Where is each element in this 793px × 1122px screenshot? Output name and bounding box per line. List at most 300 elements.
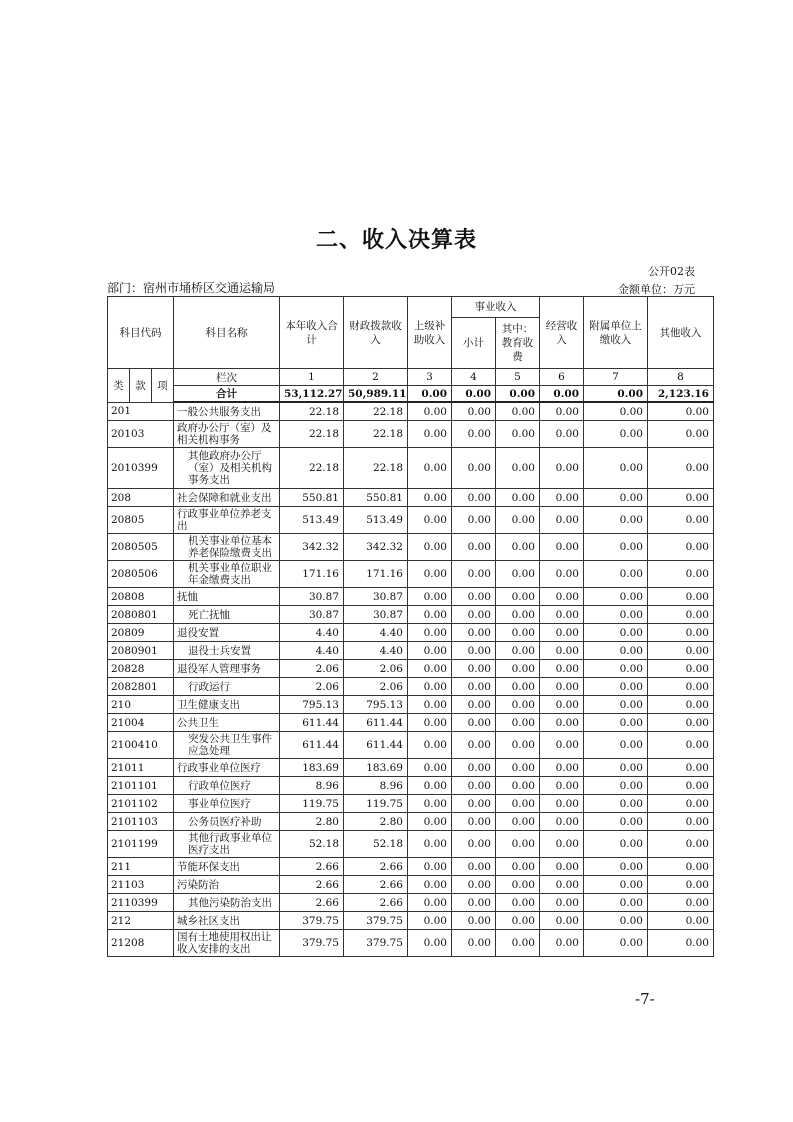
amount-cell: 0.00 [496, 795, 540, 813]
amount-cell: 513.49 [344, 507, 408, 534]
subject-name: 其他行政事业单位医疗支出 [174, 831, 280, 858]
subject-code: 20805 [108, 507, 174, 534]
subject-code: 20809 [108, 624, 174, 642]
amount-cell: 0.00 [496, 813, 540, 831]
amount-cell: 0.00 [584, 795, 648, 813]
amount-cell: 0.00 [452, 858, 496, 876]
amount-cell: 0.00 [584, 930, 648, 957]
table-row [108, 894, 714, 912]
table-row [108, 421, 714, 448]
amount-cell: 0.00 [496, 642, 540, 660]
amount-cell: 22.18 [344, 448, 408, 489]
amount-cell: 0.00 [496, 624, 540, 642]
amount-unit-label: 金额单位：万元 [618, 283, 695, 296]
amount-cell: 0.00 [648, 777, 714, 795]
subject-code: 2110399 [108, 894, 174, 912]
amount-cell: 0.00 [452, 421, 496, 448]
amount-cell: 0.00 [648, 732, 714, 759]
amount-cell: 2.06 [344, 678, 408, 696]
amount-cell: 0.00 [408, 624, 452, 642]
amount-cell: 0.00 [496, 421, 540, 448]
header-lanci: 栏次 [174, 369, 280, 386]
amount-cell: 183.69 [344, 759, 408, 777]
amount-cell: 0.00 [540, 507, 584, 534]
amount-cell: 0.00 [584, 696, 648, 714]
amount-cell: 0.00 [648, 489, 714, 507]
column-number: 6 [540, 369, 584, 386]
amount-cell: 0.00 [648, 876, 714, 894]
amount-cell: 30.87 [344, 588, 408, 606]
amount-cell: 0.00 [408, 732, 452, 759]
header-col7: 附属单位上缴收入 [584, 297, 648, 369]
amount-cell: 0.00 [648, 894, 714, 912]
amount-cell: 0.00 [452, 759, 496, 777]
header-col3: 上级补助收入 [408, 297, 452, 369]
amount-cell: 0.00 [452, 678, 496, 696]
subject-code: 2101103 [108, 813, 174, 831]
amount-cell: 0.00 [452, 813, 496, 831]
amount-cell: 0.00 [648, 678, 714, 696]
subject-name: 社会保障和就业支出 [174, 489, 280, 507]
amount-cell: 0.00 [584, 714, 648, 732]
amount-cell: 0.00 [496, 507, 540, 534]
amount-cell: 0.00 [648, 759, 714, 777]
table-row [108, 813, 714, 831]
subject-name: 公务员医疗补助 [174, 813, 280, 831]
subject-code: 2101102 [108, 795, 174, 813]
amount-cell: 0.00 [584, 588, 648, 606]
amount-cell: 0.00 [452, 930, 496, 957]
amount-cell: 0.00 [648, 831, 714, 858]
amount-cell: 0.00 [452, 606, 496, 624]
amount-cell: 0.00 [584, 624, 648, 642]
table-row [108, 876, 714, 894]
amount-cell: 0.00 [496, 759, 540, 777]
column-number: 7 [584, 369, 648, 386]
amount-cell: 379.75 [280, 912, 344, 930]
total-cell: 0.00 [452, 386, 496, 403]
subject-name: 节能环保支出 [174, 858, 280, 876]
amount-cell: 0.00 [452, 777, 496, 795]
amount-cell: 119.75 [280, 795, 344, 813]
amount-cell: 22.18 [344, 402, 408, 421]
table-row [108, 732, 714, 759]
amount-cell: 0.00 [648, 421, 714, 448]
amount-cell: 0.00 [408, 894, 452, 912]
amount-cell: 0.00 [496, 777, 540, 795]
amount-cell: 52.18 [344, 831, 408, 858]
table-row [108, 660, 714, 678]
amount-cell: 0.00 [452, 795, 496, 813]
amount-cell: 0.00 [540, 696, 584, 714]
amount-cell: 30.87 [280, 588, 344, 606]
subject-code: 210 [108, 696, 174, 714]
amount-cell: 0.00 [496, 606, 540, 624]
amount-cell: 4.40 [280, 624, 344, 642]
amount-cell: 0.00 [408, 930, 452, 957]
amount-cell: 0.00 [408, 759, 452, 777]
subject-name: 政府办公厅（室）及相关机构事务 [174, 421, 280, 448]
amount-cell: 0.00 [452, 912, 496, 930]
subject-name: 退役安置 [174, 624, 280, 642]
subject-code: 2010399 [108, 448, 174, 489]
amount-cell: 8.96 [280, 777, 344, 795]
amount-cell: 0.00 [648, 402, 714, 421]
amount-cell: 550.81 [280, 489, 344, 507]
total-cell: 53,112.27 [280, 386, 344, 403]
amount-cell: 0.00 [584, 421, 648, 448]
amount-cell: 0.00 [540, 759, 584, 777]
table-row [108, 714, 714, 732]
amount-cell: 0.00 [540, 714, 584, 732]
amount-cell: 22.18 [344, 421, 408, 448]
amount-cell: 0.00 [540, 858, 584, 876]
amount-cell: 0.00 [496, 402, 540, 421]
amount-cell: 0.00 [408, 813, 452, 831]
amount-cell: 0.00 [540, 642, 584, 660]
amount-cell: 0.00 [408, 777, 452, 795]
amount-cell: 2.66 [344, 894, 408, 912]
amount-cell: 0.00 [540, 876, 584, 894]
amount-cell: 0.00 [540, 561, 584, 588]
amount-cell: 0.00 [496, 448, 540, 489]
amount-cell: 0.00 [648, 660, 714, 678]
amount-cell: 0.00 [540, 831, 584, 858]
amount-cell: 0.00 [408, 421, 452, 448]
amount-cell: 611.44 [280, 732, 344, 759]
amount-cell: 22.18 [280, 402, 344, 421]
amount-cell: 0.00 [648, 606, 714, 624]
subject-name: 公共卫生 [174, 714, 280, 732]
table-row [108, 561, 714, 588]
total-cell: 2,123.16 [648, 386, 714, 403]
department-label: 部门：宿州市埇桥区交通运输局 [107, 281, 276, 295]
amount-cell: 0.00 [648, 795, 714, 813]
amount-cell: 0.00 [408, 402, 452, 421]
subject-code: 2082801 [108, 678, 174, 696]
amount-cell: 0.00 [648, 642, 714, 660]
column-number: 2 [344, 369, 408, 386]
subject-name: 事业单位医疗 [174, 795, 280, 813]
amount-cell: 0.00 [452, 732, 496, 759]
amount-cell: 0.00 [648, 624, 714, 642]
amount-cell: 0.00 [648, 930, 714, 957]
amount-cell: 0.00 [408, 858, 452, 876]
amount-cell: 0.00 [540, 813, 584, 831]
amount-cell: 0.00 [584, 777, 648, 795]
amount-cell: 0.00 [584, 507, 648, 534]
header-col2: 财政拨款收入 [344, 297, 408, 369]
amount-cell: 611.44 [344, 732, 408, 759]
amount-cell: 52.18 [280, 831, 344, 858]
table-row [108, 930, 714, 957]
amount-cell: 0.00 [648, 561, 714, 588]
subject-name: 一般公共服务支出 [174, 402, 280, 421]
amount-cell: 0.00 [648, 714, 714, 732]
column-number: 5 [496, 369, 540, 386]
table-row [108, 912, 714, 930]
amount-cell: 0.00 [584, 448, 648, 489]
total-cell: 0.00 [408, 386, 452, 403]
amount-cell: 0.00 [452, 534, 496, 561]
amount-cell: 2.06 [344, 660, 408, 678]
amount-cell: 0.00 [408, 588, 452, 606]
table-row [108, 642, 714, 660]
amount-cell: 0.00 [648, 507, 714, 534]
column-number: 1 [280, 369, 344, 386]
subject-code: 21103 [108, 876, 174, 894]
amount-cell: 0.00 [584, 858, 648, 876]
subject-code: 201 [108, 402, 174, 421]
amount-cell: 2.66 [280, 876, 344, 894]
table-row [108, 448, 714, 489]
amount-cell: 0.00 [648, 858, 714, 876]
amount-cell: 0.00 [408, 660, 452, 678]
amount-cell: 0.00 [452, 588, 496, 606]
table-row [108, 624, 714, 642]
amount-cell: 0.00 [540, 795, 584, 813]
amount-cell: 0.00 [540, 489, 584, 507]
amount-cell: 183.69 [280, 759, 344, 777]
header-col1: 本年收入合计 [280, 297, 344, 369]
amount-cell: 0.00 [648, 448, 714, 489]
amount-cell: 795.13 [344, 696, 408, 714]
table-row [108, 759, 714, 777]
amount-cell: 0.00 [408, 678, 452, 696]
header-col6: 经营收入 [540, 297, 584, 369]
total-cell: 0.00 [540, 386, 584, 403]
table-row [108, 858, 714, 876]
subject-code: 2101101 [108, 777, 174, 795]
subject-name: 机关事业单位职业年金缴费支出 [174, 561, 280, 588]
amount-cell: 0.00 [452, 448, 496, 489]
subject-code: 211 [108, 858, 174, 876]
amount-cell: 0.00 [648, 912, 714, 930]
amount-cell: 0.00 [452, 624, 496, 642]
amount-cell: 0.00 [584, 642, 648, 660]
amount-cell: 0.00 [540, 678, 584, 696]
amount-cell: 0.00 [648, 534, 714, 561]
amount-cell: 0.00 [584, 813, 648, 831]
amount-cell: 0.00 [452, 642, 496, 660]
amount-cell: 0.00 [584, 606, 648, 624]
amount-cell: 0.00 [540, 912, 584, 930]
table-row [108, 696, 714, 714]
amount-cell: 0.00 [540, 894, 584, 912]
amount-cell: 0.00 [540, 930, 584, 957]
table-row [108, 534, 714, 561]
amount-cell: 0.00 [496, 732, 540, 759]
amount-cell: 0.00 [540, 421, 584, 448]
amount-cell: 0.00 [496, 660, 540, 678]
amount-cell: 0.00 [496, 858, 540, 876]
amount-cell: 611.44 [280, 714, 344, 732]
table-row [108, 831, 714, 858]
amount-cell: 0.00 [496, 678, 540, 696]
subject-name: 行政运行 [174, 678, 280, 696]
amount-cell: 22.18 [280, 421, 344, 448]
header-kuan: 款 [130, 369, 152, 403]
amount-cell: 0.00 [452, 507, 496, 534]
amount-cell: 0.00 [452, 561, 496, 588]
amount-cell: 0.00 [408, 831, 452, 858]
page-number: -7- [635, 990, 655, 1008]
subject-code: 20103 [108, 421, 174, 448]
amount-cell: 0.00 [584, 732, 648, 759]
column-number: 8 [648, 369, 714, 386]
report-title: 二、收入决算表 [315, 228, 477, 253]
amount-cell: 2.66 [344, 876, 408, 894]
amount-cell: 0.00 [408, 876, 452, 894]
amount-cell: 2.66 [280, 894, 344, 912]
column-number-row [108, 369, 714, 386]
amount-cell: 2.80 [344, 813, 408, 831]
header-business-income: 事业收入 [452, 297, 540, 318]
amount-cell: 0.00 [452, 696, 496, 714]
amount-cell: 0.00 [408, 696, 452, 714]
amount-cell: 0.00 [496, 876, 540, 894]
amount-cell: 0.00 [540, 448, 584, 489]
header-code: 科目代码 [108, 297, 174, 369]
subject-name: 其他污染防治支出 [174, 894, 280, 912]
amount-cell: 0.00 [540, 588, 584, 606]
amount-cell: 119.75 [344, 795, 408, 813]
amount-cell: 0.00 [452, 876, 496, 894]
amount-cell: 0.00 [408, 714, 452, 732]
amount-cell: 0.00 [584, 660, 648, 678]
subject-name: 机关事业单位基本养老保险缴费支出 [174, 534, 280, 561]
column-number: 3 [408, 369, 452, 386]
amount-cell: 379.75 [344, 912, 408, 930]
header-lei: 类 [108, 369, 130, 403]
amount-cell: 0.00 [540, 534, 584, 561]
table-row [108, 606, 714, 624]
amount-cell: 0.00 [496, 930, 540, 957]
amount-cell: 0.00 [496, 912, 540, 930]
amount-cell: 4.40 [280, 642, 344, 660]
amount-cell: 0.00 [584, 894, 648, 912]
amount-cell: 0.00 [584, 561, 648, 588]
amount-cell: 30.87 [280, 606, 344, 624]
amount-cell: 0.00 [496, 696, 540, 714]
amount-cell: 0.00 [452, 831, 496, 858]
subject-name: 污染防治 [174, 876, 280, 894]
amount-cell: 2.06 [280, 678, 344, 696]
amount-cell: 0.00 [584, 534, 648, 561]
subject-code: 2080505 [108, 534, 174, 561]
total-cell: 50,989.11 [344, 386, 408, 403]
header-col5: 其中：教育收费 [496, 318, 540, 369]
amount-cell: 0.00 [408, 561, 452, 588]
subject-name: 行政单位医疗 [174, 777, 280, 795]
subject-name: 国有土地使用权出让收入安排的支出 [174, 930, 280, 957]
amount-cell: 550.81 [344, 489, 408, 507]
amount-cell: 171.16 [344, 561, 408, 588]
amount-cell: 0.00 [496, 714, 540, 732]
amount-cell: 0.00 [408, 448, 452, 489]
amount-cell: 4.40 [344, 642, 408, 660]
amount-cell: 379.75 [280, 930, 344, 957]
amount-cell: 0.00 [408, 534, 452, 561]
table-row [108, 402, 714, 421]
amount-cell: 0.00 [584, 489, 648, 507]
amount-cell: 30.87 [344, 606, 408, 624]
subject-code: 208 [108, 489, 174, 507]
amount-cell: 0.00 [496, 561, 540, 588]
amount-cell: 0.00 [540, 606, 584, 624]
amount-cell: 0.00 [584, 402, 648, 421]
amount-cell: 2.66 [344, 858, 408, 876]
amount-cell: 0.00 [408, 795, 452, 813]
amount-cell: 0.00 [496, 534, 540, 561]
subject-name: 卫生健康支出 [174, 696, 280, 714]
subject-name: 行政事业单位养老支出 [174, 507, 280, 534]
subject-name: 行政事业单位医疗 [174, 759, 280, 777]
total-row [108, 386, 714, 403]
amount-cell: 0.00 [496, 489, 540, 507]
amount-cell: 0.00 [496, 588, 540, 606]
amount-cell: 0.00 [408, 507, 452, 534]
header-xiang: 项 [152, 369, 174, 403]
amount-cell: 171.16 [280, 561, 344, 588]
amount-cell: 2.66 [280, 858, 344, 876]
amount-cell: 0.00 [584, 759, 648, 777]
subject-code: 2080506 [108, 561, 174, 588]
amount-cell: 0.00 [408, 489, 452, 507]
subject-code: 21208 [108, 930, 174, 957]
amount-cell: 0.00 [648, 588, 714, 606]
amount-cell: 0.00 [408, 606, 452, 624]
amount-cell: 0.00 [452, 660, 496, 678]
subject-name: 退役士兵安置 [174, 642, 280, 660]
subject-name: 退役军人管理事务 [174, 660, 280, 678]
subject-code: 21004 [108, 714, 174, 732]
subject-code: 2101199 [108, 831, 174, 858]
amount-cell: 0.00 [648, 696, 714, 714]
table-row [108, 678, 714, 696]
subject-code: 20828 [108, 660, 174, 678]
form-number: 公开02表 [648, 265, 695, 278]
table-row [108, 489, 714, 507]
subject-name: 城乡社区支出 [174, 912, 280, 930]
amount-cell: 4.40 [344, 624, 408, 642]
amount-cell: 0.00 [452, 714, 496, 732]
subject-code: 212 [108, 912, 174, 930]
amount-cell: 342.32 [280, 534, 344, 561]
header-row-1 [108, 297, 714, 318]
table-row [108, 795, 714, 813]
column-number: 4 [452, 369, 496, 386]
amount-cell: 0.00 [540, 732, 584, 759]
amount-cell: 0.00 [496, 831, 540, 858]
amount-cell: 8.96 [344, 777, 408, 795]
subject-code: 2080801 [108, 606, 174, 624]
amount-cell: 342.32 [344, 534, 408, 561]
income-table [107, 296, 714, 957]
amount-cell: 0.00 [452, 489, 496, 507]
amount-cell: 2.80 [280, 813, 344, 831]
amount-cell: 0.00 [584, 876, 648, 894]
table-row [108, 507, 714, 534]
total-label: 合计 [174, 386, 280, 403]
amount-cell: 0.00 [496, 894, 540, 912]
amount-cell: 0.00 [408, 912, 452, 930]
amount-cell: 0.00 [452, 402, 496, 421]
subject-name: 突发公共卫生事件应急处理 [174, 732, 280, 759]
total-cell: 0.00 [496, 386, 540, 403]
amount-cell: 0.00 [540, 402, 584, 421]
header-col8: 其他收入 [648, 297, 714, 369]
